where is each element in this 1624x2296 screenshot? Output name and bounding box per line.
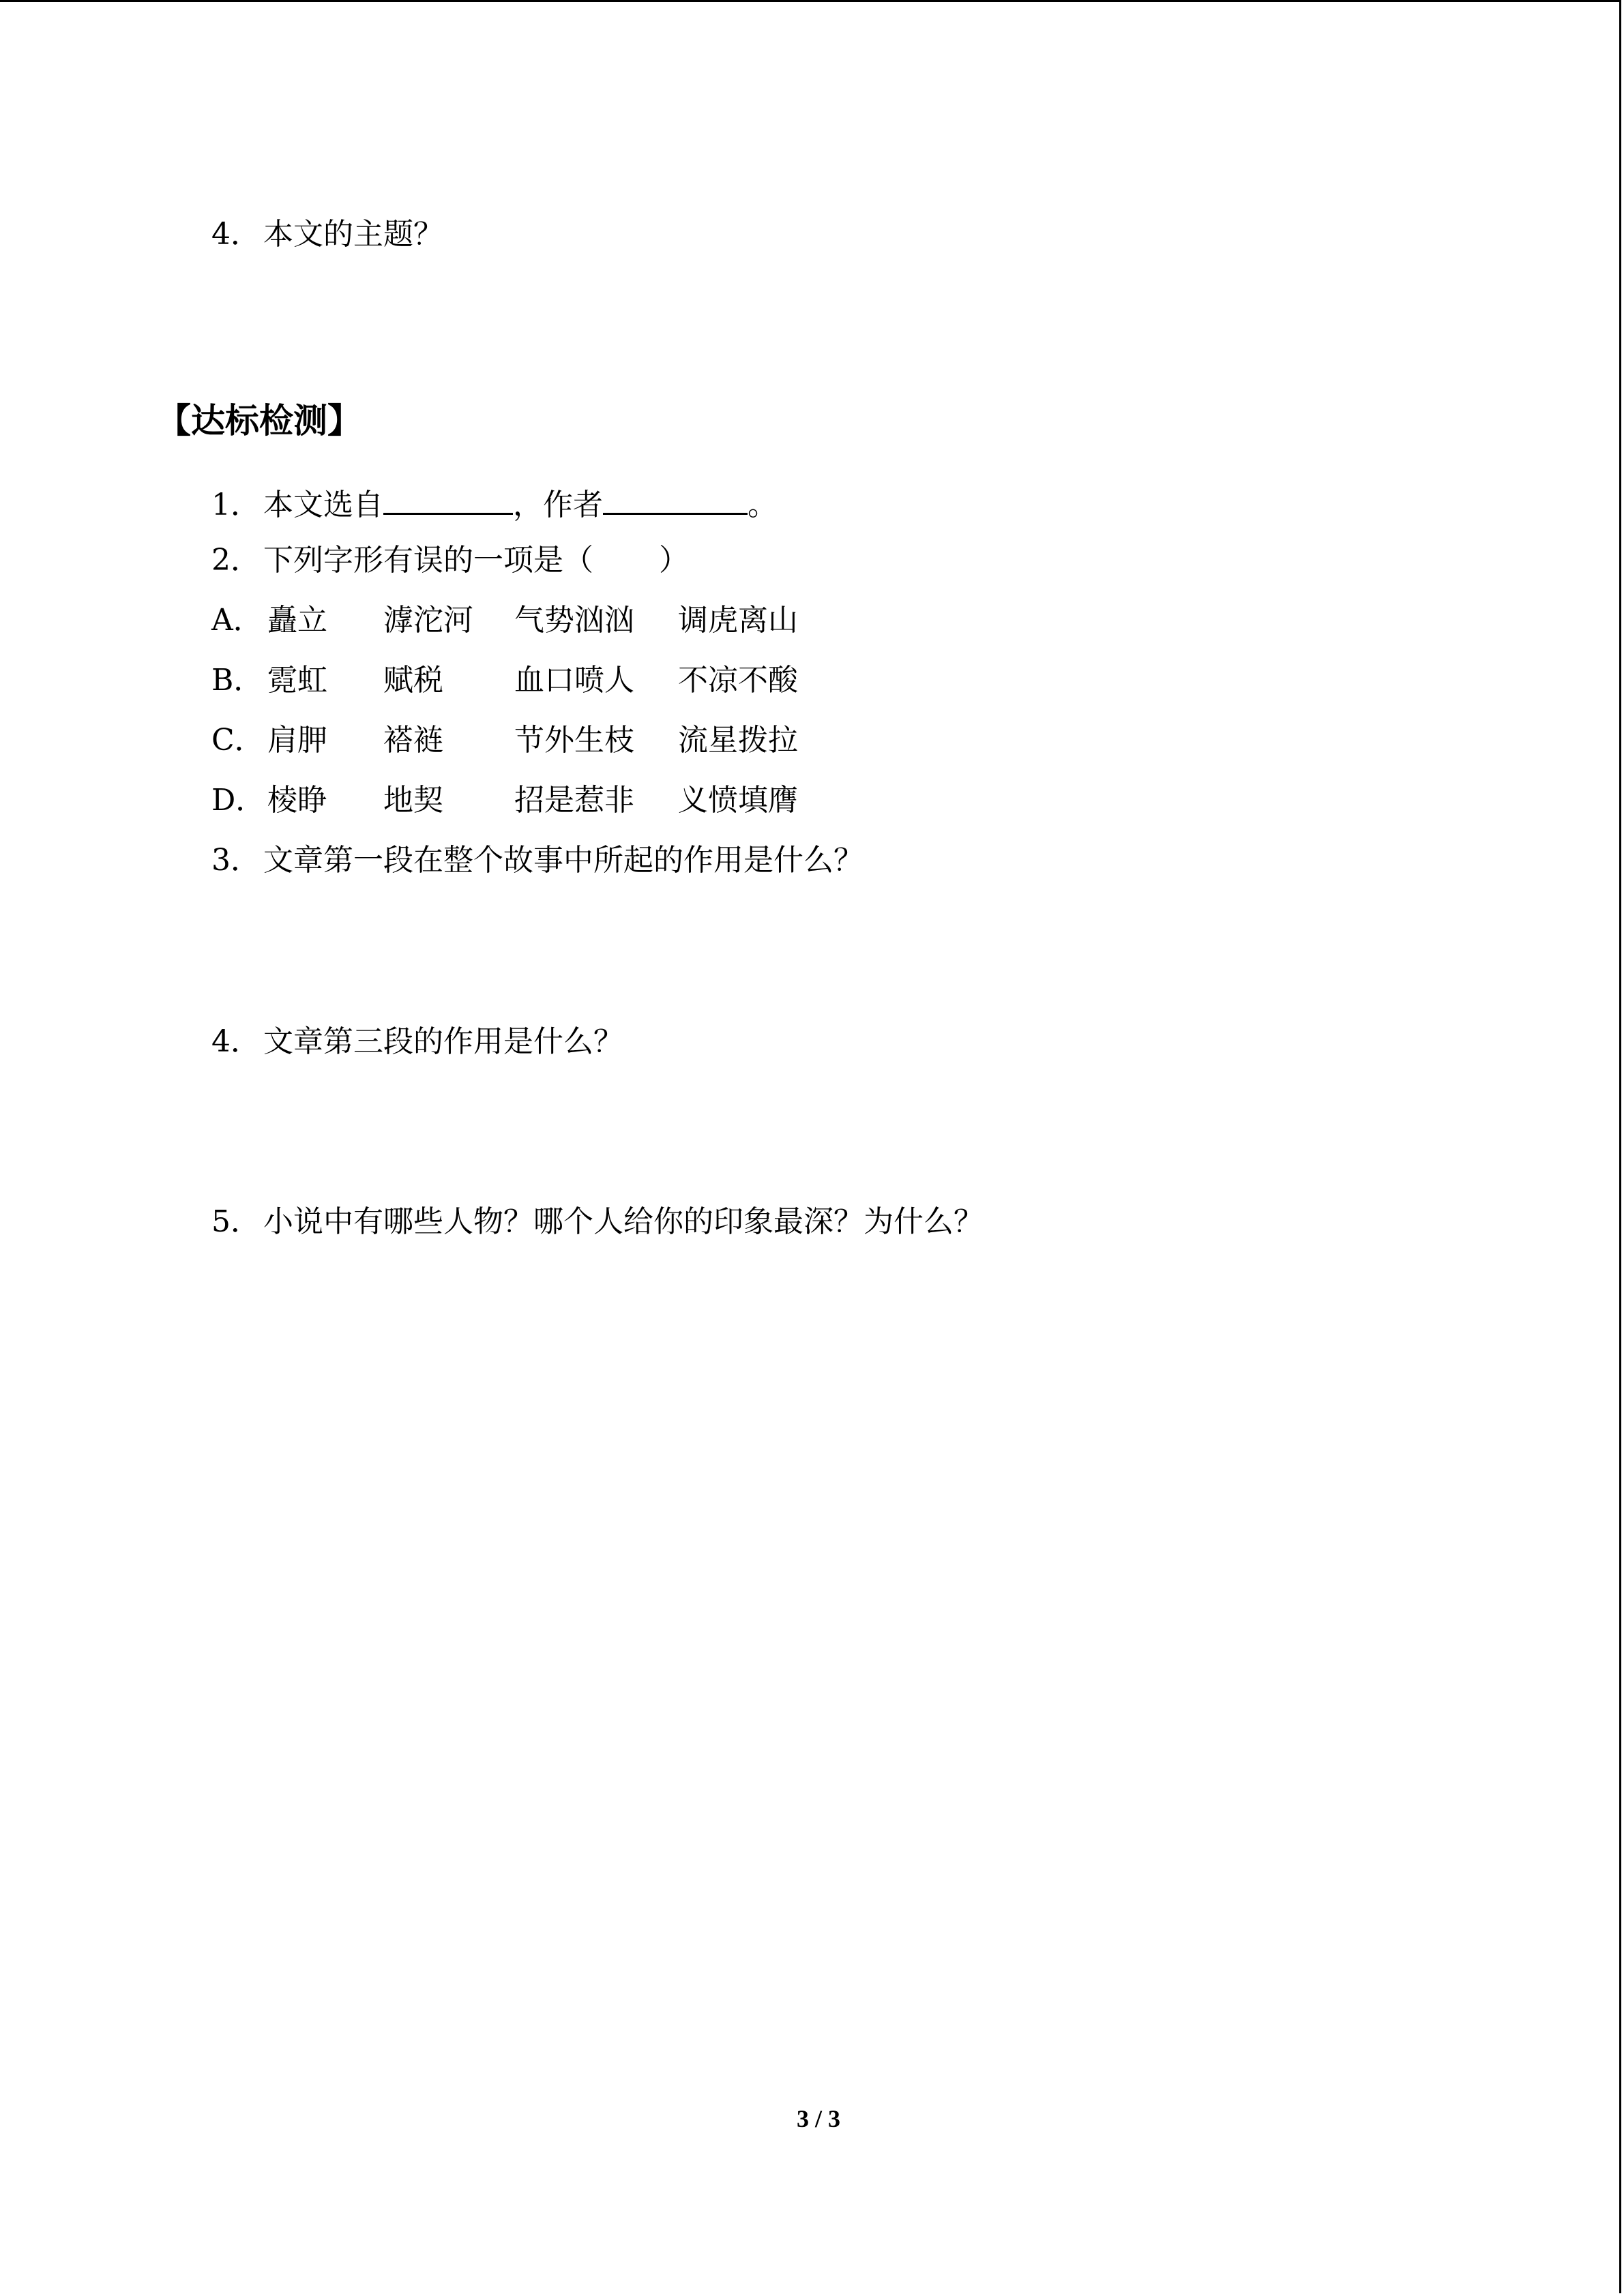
option-word: 招是惹非 bbox=[514, 783, 634, 818]
option-word: 褡裢 bbox=[383, 723, 443, 758]
option-word: 滹沱河 bbox=[383, 603, 473, 638]
page-number: 3 / 3 bbox=[796, 2105, 840, 2132]
question-number: 1． bbox=[211, 488, 261, 522]
question-text: 小说中有哪些人物？哪个人给你的印象最深？为什么？ bbox=[263, 1204, 984, 1239]
question-number: 5． bbox=[211, 1204, 261, 1239]
question-text: 文章第三段的作用是什么？ bbox=[263, 1024, 623, 1059]
option-letter: D． bbox=[211, 783, 266, 818]
question-3 bbox=[211, 840, 863, 881]
option-word: 棱睁 bbox=[267, 783, 327, 818]
question-5 bbox=[211, 1202, 984, 1242]
option-word: 气势汹汹 bbox=[514, 603, 634, 638]
option-letter: B． bbox=[211, 663, 264, 698]
question-text: 下列字形有误的一项是（ bbox=[263, 543, 593, 578]
question-number: 4． bbox=[211, 1024, 261, 1059]
option-word: 地契 bbox=[383, 783, 443, 818]
question-close-paren: ） bbox=[659, 543, 689, 578]
question-1 bbox=[211, 481, 778, 526]
option-word: 霓虹 bbox=[267, 663, 327, 698]
option-word: 肩胛 bbox=[267, 723, 327, 758]
prev-question-4 bbox=[211, 214, 443, 255]
option-c bbox=[211, 720, 798, 761]
option-word: 血口喷人 bbox=[514, 663, 634, 698]
option-letter: C． bbox=[211, 723, 265, 758]
option-word: 调虎离山 bbox=[678, 603, 798, 638]
question-4 bbox=[211, 1022, 623, 1062]
option-word: 流星拨拉 bbox=[678, 723, 798, 758]
option-word: 矗立 bbox=[267, 603, 327, 638]
question-number: 4． bbox=[211, 217, 261, 252]
question-text: 文章第一段在整个故事中所起的作用是什么？ bbox=[263, 843, 863, 878]
option-word: 赋税 bbox=[383, 663, 443, 698]
option-word: 节外生枝 bbox=[514, 723, 634, 758]
option-letter: A． bbox=[211, 603, 263, 638]
section-title: 【达标检测】 bbox=[157, 401, 361, 441]
question-text-mid: ，作者 bbox=[513, 488, 603, 522]
option-b bbox=[211, 660, 798, 701]
question-text-post: 。 bbox=[748, 488, 778, 522]
option-word: 义愤填膺 bbox=[678, 783, 798, 818]
option-a bbox=[211, 600, 798, 641]
question-text-pre: 本文选自 bbox=[263, 488, 383, 522]
question-number: 2． bbox=[211, 543, 261, 578]
answer-blank-source[interactable] bbox=[383, 481, 513, 515]
question-2 bbox=[211, 540, 689, 581]
question-number: 3． bbox=[211, 843, 261, 878]
option-d bbox=[211, 780, 798, 821]
answer-blank-author[interactable] bbox=[603, 481, 748, 515]
question-text: 本文的主题？ bbox=[263, 217, 443, 252]
option-word: 不凉不酸 bbox=[678, 663, 798, 698]
